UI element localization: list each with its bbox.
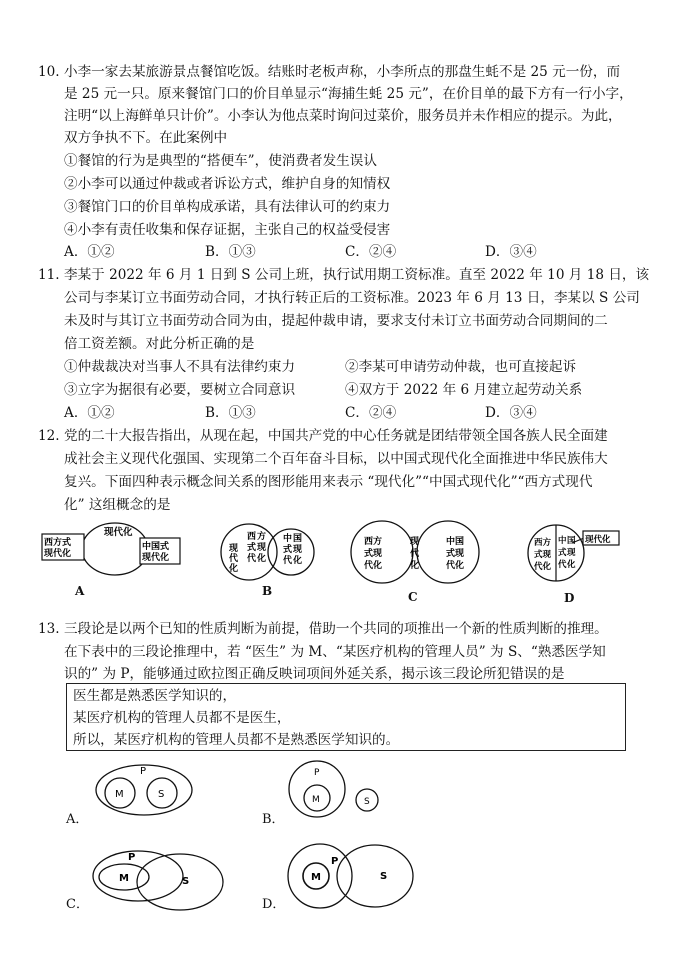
question-text-line: 复兴。下面四种表示概念间关系的图形能用来表示 “现代化”“中国式现代化”“西方式现代 bbox=[64, 474, 593, 490]
question-text-line: 倍工资差额。对此分析正确的是 bbox=[64, 336, 255, 352]
question-text-line: 是 25 元一只。原来餐馆门口的价目单显示“海捕生蚝 25 元”，在价目单的最下方有一行小字， bbox=[64, 86, 633, 102]
label-b-right: 代 bbox=[283, 556, 293, 566]
statement: ④小李有责任收集和保存证据，主张自己的权益受侵害 bbox=[64, 222, 391, 238]
label-c-mid: 代 bbox=[410, 549, 420, 559]
diagram-caption-a: A bbox=[75, 584, 85, 598]
label-zhongguo: 中国式 bbox=[142, 542, 170, 552]
question-number: 13. bbox=[38, 621, 60, 637]
label-d-mid: 式 bbox=[558, 548, 567, 558]
label-b-mid: 西 bbox=[247, 532, 257, 542]
question-text-line: 成社会主义现代化强国、实现第二个百年奋斗目标，以中国式现代化全面推进中华民族伟大 bbox=[64, 451, 608, 467]
question-text-line: 注明“以上海鲜单只计价”。小李认为他点菜时询问过菜价，服务员并未作相应的提示。为此， bbox=[64, 108, 622, 124]
option-a: A．①② bbox=[64, 244, 115, 260]
label-c-left: 式现 bbox=[364, 549, 383, 559]
label-xifang: 西方式 bbox=[44, 538, 72, 548]
option-b: B．①③ bbox=[205, 244, 256, 260]
label-b-left: 化 bbox=[229, 564, 239, 574]
label-d-left: 式现 bbox=[534, 550, 552, 560]
question-text-line: 李某于 2022 年 6 月 1 日到 S 公司上班，执行试用期工资标准。直至 2022 年 10 月 18 日，该 bbox=[64, 267, 650, 283]
label-p: P bbox=[128, 852, 136, 863]
statement: ④双方于 2022 年 6 月建立起劳动关系 bbox=[345, 382, 583, 398]
label-p: P bbox=[331, 856, 339, 867]
label-c-right: 式现 bbox=[446, 549, 465, 559]
option-d: D．③④ bbox=[485, 244, 537, 260]
label-c-left: 代化 bbox=[364, 561, 383, 571]
euler-caption-b: B． bbox=[262, 812, 285, 827]
diagram-c bbox=[346, 516, 486, 588]
label-s: S bbox=[380, 871, 388, 882]
syllogism-line: 某医疗机构的管理人员都不是医生， bbox=[73, 710, 291, 726]
label-s: S bbox=[364, 797, 370, 807]
label-b-mid: 化 bbox=[257, 554, 267, 564]
euler-diagram-b bbox=[284, 760, 384, 822]
question-number: 11. bbox=[38, 267, 60, 283]
label-b-right: 式 bbox=[283, 545, 293, 555]
label-d-left: 代化 bbox=[534, 562, 552, 572]
question-text-line: 双方争执不下。在此案例中 bbox=[64, 130, 228, 146]
label-c-mid: 现 bbox=[410, 537, 420, 547]
diagram-caption-b: B bbox=[262, 584, 273, 598]
label-m: M bbox=[312, 795, 320, 805]
label-c-mid: 化 bbox=[410, 561, 420, 571]
question-text-line: 党的二十大报告指出，从现在起，中国共产党的中心任务就是团结带领全国各族人民全面建 bbox=[64, 428, 608, 444]
option-c: C．②④ bbox=[345, 405, 397, 421]
diagram-a bbox=[40, 521, 200, 583]
label-b-mid: 代 bbox=[247, 554, 257, 564]
syllogism-line: 医生都是熟悉医学知识的， bbox=[73, 688, 237, 704]
label-d-mid: 代 bbox=[558, 560, 567, 570]
statement: ②李某可申请劳动仲裁，也可直接起诉 bbox=[345, 359, 577, 375]
question-text-line: 化” 这组概念的是 bbox=[64, 497, 171, 513]
label-s: S bbox=[158, 789, 165, 800]
diagram-b bbox=[215, 519, 325, 583]
label-b-left: 代 bbox=[229, 554, 239, 564]
label-m: M bbox=[115, 789, 124, 800]
statement: ②小李可以通过仲裁或者诉讼方式，维护自身的知情权 bbox=[64, 176, 391, 192]
label-xifang: 现代化 bbox=[44, 549, 72, 559]
question-text-line: 识的” 为 P，能够通过欧拉图正确反映词项间外延关系，揭示该三段论所犯错误的是 bbox=[64, 666, 565, 682]
statement: ③立字为据很有必要，要树立合同意识 bbox=[64, 382, 296, 398]
euler-diagram-c bbox=[88, 844, 228, 914]
label-b-right: 中 bbox=[283, 534, 293, 544]
euler-diagram-d bbox=[286, 842, 416, 914]
statement: ③餐馆门口的价目单构成承诺，具有法律认可的约束力 bbox=[64, 199, 391, 215]
label-xiandaihua: 现代化 bbox=[585, 535, 611, 545]
euler-diagram-a bbox=[90, 762, 210, 822]
label-b-right: 化 bbox=[293, 556, 303, 566]
question-number: 10. bbox=[38, 64, 60, 80]
label-b-left: 现 bbox=[229, 544, 239, 554]
statement: ①餐馆的行为是典型的“搭便车”，使消费者发生误认 bbox=[64, 153, 377, 169]
syllogism-box bbox=[66, 683, 626, 751]
question-text-line: 三段论是以两个已知的性质判断为前提，借助一个共同的项推出一个新的性质判断的推理。 bbox=[64, 621, 608, 637]
option-b: B．①③ bbox=[205, 405, 256, 421]
label-s: S bbox=[182, 876, 190, 887]
euler-caption-a: A． bbox=[66, 812, 89, 827]
question-number: 12. bbox=[38, 428, 60, 444]
question-text-line: 公司与李某订立书面劳动合同，才执行转正后的工资标准。2023 年 6 月 13 日，李某以 S 公司 bbox=[64, 290, 640, 306]
euler-caption-d: D． bbox=[262, 897, 286, 912]
diagram-caption-d: D bbox=[564, 591, 575, 605]
label-xiandaihua: 现代化 bbox=[104, 527, 133, 538]
label-c-right: 代化 bbox=[446, 561, 465, 571]
question-text-line: 未及时与其订立书面劳动合同为由，提起仲裁申请，要求支付未订立书面劳动合同期间的二 bbox=[64, 313, 608, 329]
label-p: P bbox=[140, 766, 147, 777]
label-c-left: 西方 bbox=[364, 537, 383, 547]
label-d-mid: 国 bbox=[567, 536, 576, 546]
label-b-right: 国 bbox=[293, 534, 303, 544]
option-c: C．②④ bbox=[345, 244, 397, 260]
label-p: P bbox=[314, 768, 320, 778]
label-b-right: 现 bbox=[293, 545, 303, 555]
label-d-mid: 现 bbox=[567, 548, 576, 558]
label-d-mid: 中 bbox=[558, 536, 567, 546]
diagram-caption-c: C bbox=[408, 590, 418, 604]
label-c-right: 中国 bbox=[446, 537, 465, 547]
option-d: D．③④ bbox=[485, 405, 537, 421]
label-d-mid: 化 bbox=[567, 560, 576, 570]
syllogism-line: 所以，某医疗机构的管理人员都不是熟悉医学知识的。 bbox=[73, 732, 400, 748]
label-m: M bbox=[311, 872, 321, 883]
label-b-mid: 式 bbox=[247, 543, 257, 553]
label-m: M bbox=[119, 873, 129, 884]
label-d-left: 西方 bbox=[534, 538, 552, 548]
option-a: A．①② bbox=[64, 405, 115, 421]
diagram-d bbox=[522, 521, 622, 585]
statement: ①仲裁裁决对当事人不具有法律约束力 bbox=[64, 359, 296, 375]
question-text-line: 小李一家去某旅游景点餐馆吃饭。结账时老板声称，小李所点的那盘生蚝不是 25 元一份，而 bbox=[64, 64, 621, 80]
label-b-mid: 现 bbox=[257, 543, 267, 553]
euler-caption-c: C． bbox=[66, 897, 89, 912]
label-b-mid: 方 bbox=[257, 532, 267, 542]
label-zhongguo: 现代化 bbox=[142, 553, 170, 563]
question-text-line: 在下表中的三段论推理中，若 “医生” 为 M、“某医疗机构的管理人员” 为 S、“熟悉医学知 bbox=[64, 644, 606, 660]
